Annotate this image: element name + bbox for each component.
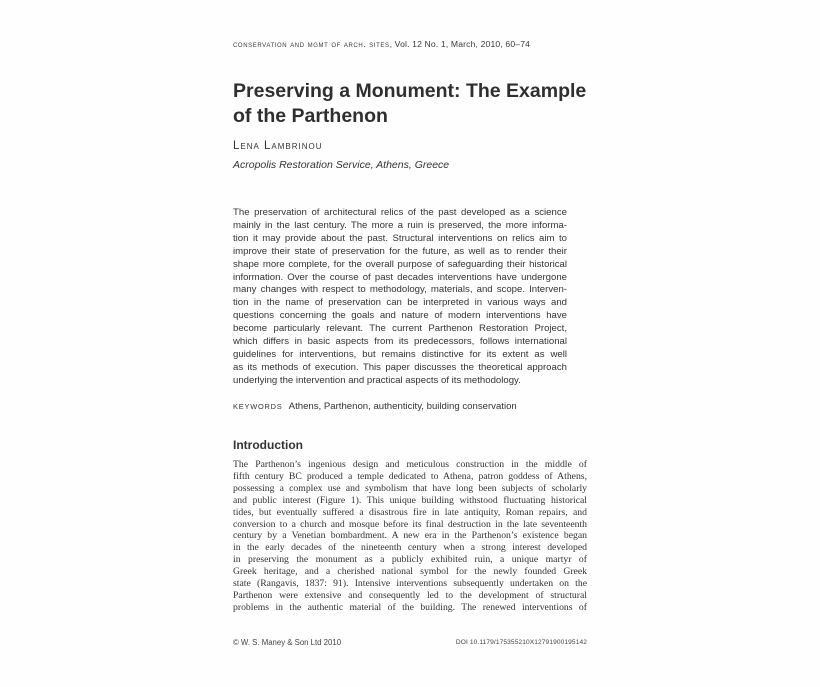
body-line: problems in the authentic material of the building. The renewed interventions of xyxy=(233,601,587,613)
doi-label: DOI 10.1179/175355210X12791900195142 xyxy=(455,639,587,646)
abstract-line: underlying the intervention and practical aspects of its methodology. xyxy=(233,374,521,386)
body-line: in preserving the monument as a publicly exhibited ruin, a unique martyr of xyxy=(233,554,587,566)
abstract-line: tion in the name of preservation can be interpreted in various ways and xyxy=(233,297,567,309)
section-heading-introduction: Introduction xyxy=(233,438,303,452)
keywords-value: Athens, Parthenon, authenticity, building conservation xyxy=(288,401,517,412)
keywords-label: KEYWORDS xyxy=(233,402,283,411)
body-line: century by a Venetian bombardment. A new era in the Parthenon’s existence began xyxy=(233,530,587,542)
abstract-line: improve their state of preservation for the future, as well as to render their xyxy=(233,245,567,257)
journal-citation xyxy=(233,39,530,49)
body-line: tides, but eventually suffered a disastrous fire in late antiquity, Roman repairs, and xyxy=(233,506,587,518)
body-line: state (Rangavis, 1837: 91). Intensive interventions subsequently undertaken on the xyxy=(233,578,587,590)
introduction-body xyxy=(233,459,587,614)
body-line: possessing a complex use and symbolism that have long been subjects of scholarly xyxy=(233,482,587,494)
body-line: Parthenon were extensive and consequently led to the development of structural xyxy=(233,589,587,601)
abstract-line: many changes with respect to methodology, materials, and scope. Interven- xyxy=(233,284,567,296)
title-line: of the Parthenon xyxy=(233,105,388,127)
abstract-line: guidelines for interventions, but remains distinctive for its extent as well xyxy=(233,348,567,360)
article-title xyxy=(233,79,593,129)
abstract-line: questions concerning the goals and nature of modern interventions have xyxy=(233,310,567,322)
abstract-line: which differs in basic aspects from its predecessors, follows international xyxy=(233,336,567,348)
body-line: fifth century BC produced a temple dedicated to Athena, patron goddess of Athens, xyxy=(233,470,587,482)
abstract-line: information. Over the course of past decades interventions have undergone xyxy=(233,271,567,283)
abstract-line: tion it may provide about the past. Structural interventions on relics aim to xyxy=(233,232,567,244)
abstract-line: shape more complete, for the overall purpose of safeguarding their historical xyxy=(233,258,567,270)
body-line: conversion to a church and mosque before its final destruction in the late seventeenth xyxy=(233,518,587,530)
author-affiliation: Acropolis Restoration Service, Athens, Greece xyxy=(233,159,450,171)
abstract-line: mainly in the last century. The more a ruin is preserved, the more informa- xyxy=(233,219,567,231)
author-name: Lena Lambrinou xyxy=(233,140,323,152)
abstract-line: become particularly relevant. The current Parthenon Restoration Project, xyxy=(233,323,567,335)
abstract-line: The preservation of architectural relics of the past developed as a science xyxy=(233,207,567,218)
keywords xyxy=(233,401,517,412)
journal-name: conservation and mgmt of arch. sites xyxy=(233,39,390,49)
body-line: and public interest (Figure 1). This unique building withstood fluctuating historical xyxy=(233,494,587,506)
title-line: Preserving a Monument: The Example xyxy=(233,80,587,102)
body-line: in the early decades of the nineteenth century when a strong interest developed xyxy=(233,542,587,554)
body-line: The Parthenon’s ingenious design and meticulous construction in the middle of xyxy=(233,459,587,470)
issue-citation: , Vol. 12 No. 1, March, 2010, 60–74 xyxy=(389,39,531,49)
abstract xyxy=(233,207,567,388)
copyright-notice: © W. S. Maney & Son Ltd 2010 xyxy=(233,638,342,647)
abstract-line: as its methods of execution. This paper discusses the theoretical approach xyxy=(233,361,567,373)
body-line: Greek heritage, and a cherished national symbol for the newly founded Greek xyxy=(233,566,587,578)
